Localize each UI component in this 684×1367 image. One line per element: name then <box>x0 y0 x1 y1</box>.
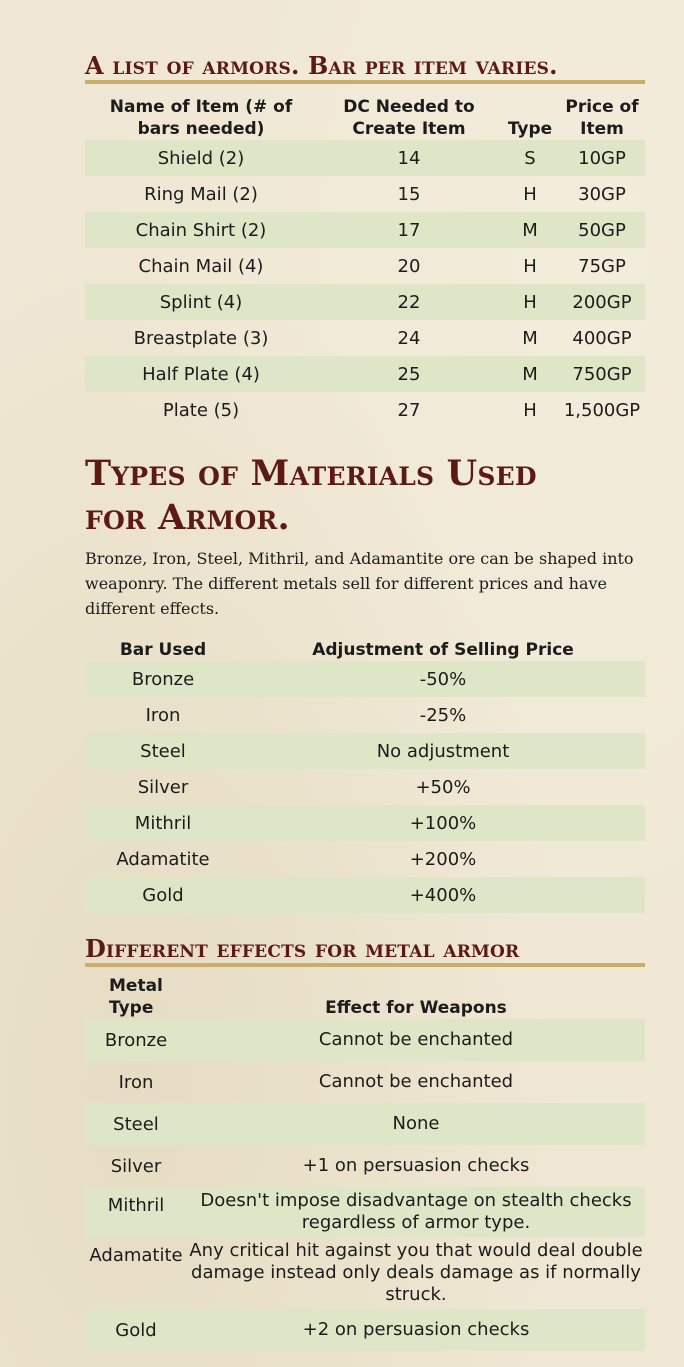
document-page <box>85 0 645 1351</box>
cell-adjustment: -25% <box>419 704 467 726</box>
cell-price: 1,500GP <box>563 399 641 421</box>
table-row <box>85 356 645 392</box>
armor-list-heading: A list of armors. Bar per item varies. <box>85 52 645 84</box>
cell-name: Splint (4) <box>85 284 317 320</box>
cell-price: 30GP <box>578 183 626 205</box>
cell-dc: 24 <box>397 327 421 349</box>
table-row <box>85 212 645 248</box>
cell-metal: Iron <box>118 1071 154 1093</box>
cell-bar: Adamatite <box>116 848 210 870</box>
cell-price: 50GP <box>559 212 645 248</box>
table-row <box>85 697 645 733</box>
table-row <box>85 1187 645 1237</box>
cell-price: 400GP <box>572 327 632 349</box>
table-row <box>85 248 645 284</box>
cell-adjustment: +50% <box>415 776 471 798</box>
cell-type: H <box>523 399 537 421</box>
table-row <box>85 1019 645 1061</box>
cell-type: H <box>523 255 537 277</box>
cell-metal: Gold <box>85 1309 187 1351</box>
armor-table-header <box>85 84 645 140</box>
table-row <box>85 1145 645 1187</box>
cell-type: M <box>501 356 559 392</box>
cell-price: 750GP <box>559 356 645 392</box>
table-row <box>85 1061 645 1103</box>
cell-metal: Adamatite <box>89 1245 183 1266</box>
effects-table <box>85 967 645 1351</box>
header-metal-type: Metal Type <box>109 976 163 1018</box>
cell-adjustment: +400% <box>241 877 645 913</box>
cell-price: 10GP <box>559 140 645 176</box>
cell-name: Chain Shirt (2) <box>85 212 317 248</box>
cell-bar: Silver <box>137 776 189 798</box>
cell-effect: Cannot be enchanted <box>318 1071 514 1092</box>
header-item-name: Name of Item (# of bars needed) <box>109 97 293 139</box>
table-row <box>85 392 645 428</box>
cell-adjustment: +100% <box>241 805 645 841</box>
table-row <box>85 877 645 913</box>
table-row <box>85 284 645 320</box>
cell-dc: 20 <box>397 255 421 277</box>
cell-type: H <box>501 284 559 320</box>
header-bar-used: Bar Used <box>119 640 207 660</box>
cell-metal: Silver <box>110 1155 162 1177</box>
cell-type: H <box>523 183 537 205</box>
materials-table <box>85 621 645 913</box>
cell-effect: +2 on persuasion checks <box>187 1309 645 1351</box>
cell-name: Chain Mail (4) <box>138 255 264 277</box>
cell-name: Breastplate (3) <box>133 327 269 349</box>
cell-name: Shield (2) <box>85 140 317 176</box>
header-type: Type <box>507 119 553 139</box>
cell-effect: Doesn't impose disadvantage on stealth checks regardless of armor type. <box>187 1187 645 1237</box>
cell-price: 200GP <box>559 284 645 320</box>
table-row <box>85 1309 645 1351</box>
effects-heading: Different effects for metal armor <box>85 935 645 967</box>
cell-bar: Iron <box>145 704 181 726</box>
cell-adjustment: +200% <box>409 848 477 870</box>
table-row <box>85 733 645 769</box>
cell-dc: 22 <box>317 284 501 320</box>
materials-heading: Types of Materials Used for Armor. <box>85 453 537 538</box>
cell-name: Half Plate (4) <box>85 356 317 392</box>
cell-dc: 25 <box>317 356 501 392</box>
cell-effect: Cannot be enchanted <box>187 1019 645 1061</box>
table-row <box>85 176 645 212</box>
cell-effect: None <box>187 1103 645 1145</box>
cell-bar: Gold <box>85 877 241 913</box>
table-row <box>85 1237 645 1309</box>
cell-dc: 14 <box>317 140 501 176</box>
table-row <box>85 140 645 176</box>
cell-type: M <box>501 212 559 248</box>
header-dc: DC Needed to Create Item <box>343 97 475 139</box>
header-effect: Effect for Weapons <box>325 998 507 1018</box>
cell-effect: +1 on persuasion checks <box>302 1155 530 1176</box>
cell-metal: Steel <box>85 1103 187 1145</box>
cell-dc: 15 <box>397 183 421 205</box>
materials-intro: Bronze, Iron, Steel, Mithril, and Adamantite ore can be shaped into weaponry. The different metals sell for different prices and have different effects. <box>85 549 634 618</box>
effects-table-header <box>85 967 645 1019</box>
table-row <box>85 841 645 877</box>
header-adjustment: Adjustment of Selling Price <box>312 640 574 660</box>
cell-bar: Steel <box>85 733 241 769</box>
table-row <box>85 805 645 841</box>
cell-metal: Mithril <box>85 1187 187 1237</box>
cell-dc: 17 <box>317 212 501 248</box>
cell-bar: Bronze <box>85 661 241 697</box>
cell-type: S <box>501 140 559 176</box>
table-row <box>85 661 645 697</box>
cell-bar: Mithril <box>85 805 241 841</box>
table-row <box>85 769 645 805</box>
cell-dc: 27 <box>397 399 421 421</box>
cell-name: Ring Mail (2) <box>144 183 258 205</box>
armor-table <box>85 84 645 428</box>
cell-adjustment: -50% <box>241 661 645 697</box>
table-row <box>85 1103 645 1145</box>
header-price: Price of Item <box>565 97 639 139</box>
cell-metal: Bronze <box>85 1019 187 1061</box>
materials-table-header <box>85 621 645 661</box>
table-row <box>85 320 645 356</box>
cell-effect: Any critical hit against you that would deal double damage instead only deals damage as if normally struck. <box>189 1240 643 1305</box>
cell-price: 75GP <box>578 255 626 277</box>
cell-type: M <box>522 327 538 349</box>
cell-name: Plate (5) <box>162 399 240 421</box>
cell-adjustment: No adjustment <box>241 733 645 769</box>
